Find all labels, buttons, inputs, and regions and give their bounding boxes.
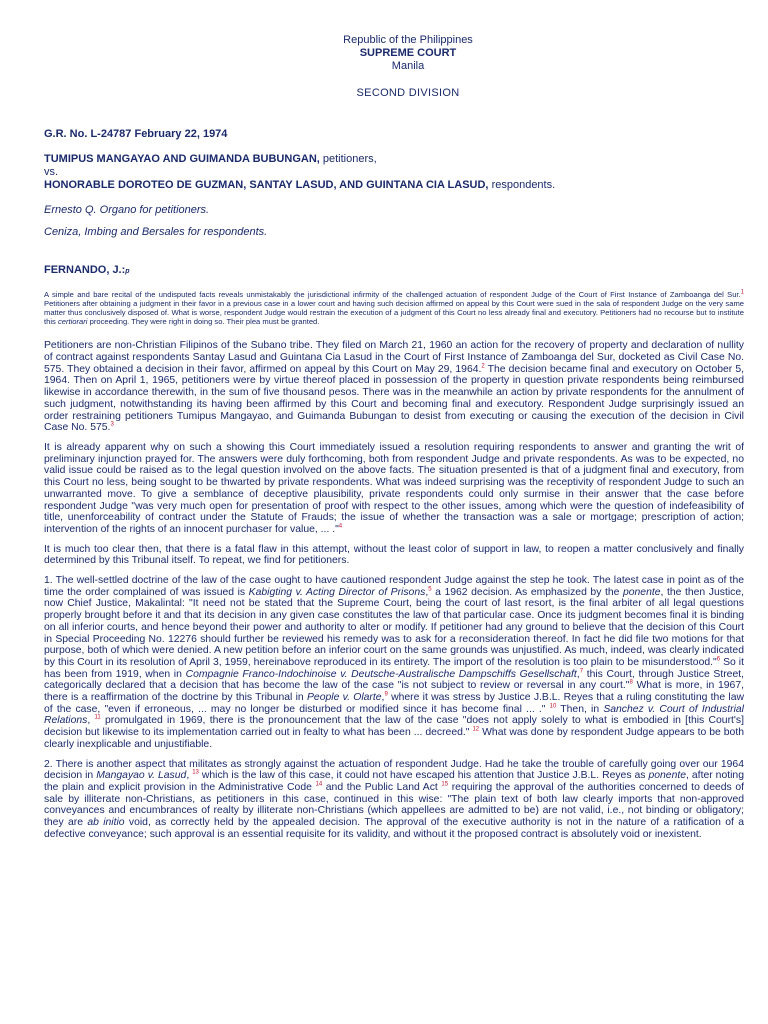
paragraph-text: promulgated in 1969, there is the pronouncement that the law of the case "does not apply solely to what is embodied in [this Court's] decision but likewise to its implementation carried out in fealty to what has been ... decreed." [44, 715, 744, 739]
footnote-ref[interactable]: 13 [192, 769, 199, 776]
footnote-ref[interactable]: 6 [716, 656, 721, 663]
case-number: G.R. No. L-24787 February 22, 1974 [44, 128, 228, 140]
paragraph-text: where it was stress by Justice J.B.L. Reyes that a ruling constituting the law of the case, "even if erroneous, ... may no longer be disturbed or modified since it has become final ... ." [44, 692, 744, 715]
paragraph-text: which is the law of this case, it could not have escaped his attention that Justice J.B.L. Reyes as [198, 770, 649, 782]
summary-paragraph [44, 290, 744, 326]
ponente [44, 264, 744, 276]
footnote-ref[interactable]: 1 [740, 289, 744, 296]
paragraph-text: , after noting the plain and explicit provision in the Administrative Code [44, 770, 744, 793]
footnote-ref[interactable]: 5 [428, 586, 432, 593]
paragraph-text: void, as correctly held by the appealed decision. The approval of the executive authority is not in the nature of a ratification of a defective conveyance; such approval is an essential requisite for its validity, and without it the proposed contract is absolutely void or inexistent. [44, 817, 744, 840]
paragraph-text: a 1962 decision. As emphasized by the [431, 586, 623, 598]
paragraph-text: So it has been from 1919, when in [44, 656, 744, 680]
versus: vs. [44, 166, 59, 178]
footnote-ref[interactable]: 9 [384, 691, 388, 698]
paragraph-law-of-case: 1. The well-settled doctrine of the law of the case ought to have cautioned respondent Judge against the step he took. The latest case in point as of the time the order complained of was issued is Kabigting v. Acting Director of Prisons,$^5$ a 1962 decision. As emphasized by the ponente, the then Justice, now Chief Justice, Makalintal: "It need not be stated that the Supreme Court, being the court of last resort, is the final arbiter of all legal questions properly brought before it and that its decision in any given case constitutes the law of that particular case. Once its judgment becomes final it is binding on all inferior courts, and hence beyond their power and authority to alter or modify. If petitioner had any ground to believe that the decision of this Court in Special Proceeding No. 12276 should further be reviewed his remedy was to ask for a reconsideration thereof. In fact he did file two motions for that purpose, both of which were denied. A new petition before an inferior court on the same grounds was unjustified. As much, indeed, was clearly indicated by this Court in its resolution of April 3, 1959, hereinabove reproduced in its entirety. The import of the resolution is too plain to be misunderstood."$^6$ So it has been from 1919, when in Compagnie Franco-Indochinoise v. Deutsche-Australische Dampschiffs Gesellschaft,$^7$ this Court, through Justice Street, categorically declared that a decision that has become the law of the case "is not subject to review or reversal in any court."$^8$ What is more, in 1967, there is a reaffirmation of the doctrine by this Tribunal in People v. Olarte,$^9$ where it was stress by Justice J.B.L. Reyes that a ruling constituting the law of the case, "even if erroneous, ... may no longer be disturbed or modified since it has become final ... ." $^{10}$ Then, in Sanchez v. Court of Industrial Relations, $^{11}$ promulgated in 1969, there is the pronouncement that the law of the case "does not apply solely to what is embodied in [this Court's] decision but likewise to its implementation carried out in fealty to what has been ... decreed." $^{12}$ What was done by respondent Judge appears to be both clearly inexplicable and unjustifiable. [44, 575, 745, 750]
paragraph-text: 2. There is another aspect that militates as strongly against the actuation of respondent Judge. Had he take the trouble of carefully going over our 1964 decision in [44, 758, 744, 782]
paragraph-italic: ponente [648, 770, 687, 782]
court-header [72, 34, 744, 100]
ponente-suffix: p [125, 268, 130, 275]
court-name: SUPREME COURT [359, 47, 457, 59]
city-line: Manila [391, 60, 425, 72]
respondents-label: respondents. [491, 179, 556, 191]
paragraph-text: What was done by respondent Judge appears to be both clearly inexplicable and unjustifiable. [44, 727, 744, 750]
republic-line: Republic of the Philippines [343, 34, 473, 46]
paragraph-italic: ab initio [87, 817, 125, 829]
paragraph-injunction [44, 442, 744, 536]
counsel-respondents: Ceniza, Imbing and Bersales for respondents. [44, 226, 268, 238]
petitioners-line [44, 153, 744, 166]
summary-text: A simple and bare recital of the undisputed facts reveals unmistakably the jurisdictional infirmity of the challenged actuation of respondent Judge of the Court of First Instance of Zamboanga del Sur. [44, 290, 741, 299]
paragraph-text: requiring the approval of the authorities concerned to deeds of sale by illiterate non-Christians, as petitioners in this case, continued in this wise: "The plain text of both law clearly imports that non-approved conveyances and encumbrances of realty by illiterate non-Christians (which appellees are admitted to be) are not valid, i.e., not binding or obligatory; they are [44, 781, 745, 829]
footnote-ref[interactable]: 15 [441, 781, 449, 788]
paragraph-text: Then, in [556, 703, 604, 715]
petitioners-label: petitioners, [322, 153, 377, 165]
ponente-name: FERNANDO, J.: [44, 264, 126, 276]
summary-text: proceeding. They were right in doing so. Their plea must be granted. [87, 317, 320, 327]
paragraph-fatal-flaw: It is much too clear then, that there is a fatal flaw in this attempt, without the least color of support in law, to reopen a matter conclusively and finally determined by this Tribunal itself. To repeat, we find for petitioners. [44, 543, 744, 567]
footnote-ref[interactable]: 11 [94, 715, 101, 721]
footnote-ref[interactable]: 2 [481, 363, 485, 370]
paragraph-administrative-code: 2. There is another aspect that militates as strongly against the actuation of respondent Judge. Had he take the trouble of carefully going over our 1964 decision in Mangayao v. Lasud, $^{13}$ which is the law of this case, it could not have escaped his attention that Justice J.B.L. Reyes as ponente, after noting the plain and explicit provision in the Administrative Code $^{14}$ and the Public Land Act $^{15}$ requiring the approval of the authorities concerned to deeds of sale by illiterate non-Christians, as petitioners in this case, continued in this wise: "The plain text of both law clearly imports that non-approved conveyances and encumbrances of realty by illiterate non-Christians (which appellees are admitted to be) are not valid, i.e., not binding or obligatory; they are ab initio void, as correctly held by the appealed decision. The approval of the executive authority is not in the nature of a ratification of a defective conveyance; such approval is an essential requisite for its validity, and without it the proposed contract is absolutely void or inexistent. [44, 758, 745, 840]
paragraph-text: , the then Justice, now Chief Justice, Makalintal: "It need not be stated that the Supreme Court, being the court of last resort, is the final arbiter of all legal questions properly brought before it and that its decision in any given case constitutes the law of that particular case. Once its judgment becomes final it is binding on all inferior courts, and hence beyond their power and authority to alter or modify. If petitioner had any ground to believe that the decision of this Court in Special Proceeding No. 12276 should further be reviewed his remedy was to ask for a reconsideration thereof. In fact he did file two motions for that purpose, both of which were denied. A new petition before an inferior court on the same grounds was unjustified. As much, indeed, was clearly indicated by this Court in its resolution of April 3, 1959, hereinabove reproduced in its entirety. The import of the resolution is too plain to be misunderstood." [44, 586, 745, 668]
footnote-ref[interactable]: 4 [338, 523, 343, 530]
footnote-ref[interactable]: 10 [549, 703, 557, 710]
paragraph-text: 1. The well-settled doctrine of the law of the case ought to have cautioned respondent Judge against the step he took. The latest case in point as of the time the order complained of was issued is [44, 575, 744, 598]
paragraph-text: It is already apparent why on such a showing this Court immediately issued a resolution requiring respondents to answer and granting the writ of preliminary injunction prayed for. The answers were duly forthcoming, both from respondent Judge and private respondents. As was to be expected, no valid issue could be raised as to the legal question involved on the above facts. The situation presented is that of a judgment final and executory, from this Court no less, being sought to be thwarted by private respondents. What was indeed surprising was the receptivity of respondent Judge to such an unwarranted move. To give a semblance of deceptive plausibility, private respondents could only surmise in their answer that the case before respondent Judge "was very much open for presentation of proof with respect to the other issues, among which were the question of indefeasibility of title, unenforceability of contract under the Statute of Frauds; the issue of whether the transaction was a sale or mortgage; prescription of action; intervention of the rights of an innocent purchaser for value, ... ." [44, 442, 744, 535]
paragraph-text: and the Public Land Act [322, 781, 438, 793]
footnote-ref[interactable]: 8 [629, 679, 633, 686]
paragraph-italic: ponente [622, 586, 661, 598]
paragraph-text: this Court, through Justice Street, categorically declared that a decision that has become the law of the case "is not subject to review or reversal in any court." [44, 668, 745, 692]
case-citation: Compagnie Franco-Indochinoise v. Deutsche-Australische Dampschiffs Gesellschaft [185, 668, 577, 680]
paragraph-text: Petitioners are non-Christian Filipinos of the Subano tribe. They filed on March 21, 1960 an action for the recovery of property and declaration of nullity of contract against respondents Santay Lasud and Guintana Cia Lasud in the Court of First Instance of Zamboanga del Sur, docketed as Civil Case No. 575. They obtained a decision in their favor, affirmed on appeal by this Court on May 29, 1964. [44, 340, 744, 375]
footnote-ref[interactable]: 14 [315, 781, 323, 788]
paragraph-text: What is more, in 1967, there is a reaffirmation of the doctrine by this Tribunal in [44, 680, 744, 704]
petitioners-names: TUMIPUS MANGAYAO AND GUIMANDA BUBUNGAN, [44, 153, 320, 165]
respondents-line [44, 179, 744, 192]
case-citation: Sanchez v. Court of Industrial Relations [44, 703, 744, 727]
paragraph-text: The decision became final and executory on October 5, 1964. Then on April 1, 1965, petitioners were by virtue thereof placed in possession of the property in question private respondents being reimbursed likewise in accordance therewith, in the sum of five thousand pesos. There was in the meanwhile an action by private respondents for the annulment of such judgment, notwithstanding its having been affirmed by this Court and becoming final and executory. Respondent Judge surprisingly issued an order restraining petitioners Tumipus Mangayao, and Guimanda Bubungan to desist from executing or causing the execution of the decision in Civil Case No. 575. [44, 363, 744, 434]
counsel-petitioners: Ernesto Q. Organo for petitioners. [44, 204, 210, 216]
footnote-ref[interactable]: 7 [579, 668, 584, 675]
paragraph-facts [44, 340, 744, 434]
division-line: SECOND DIVISION [356, 87, 460, 99]
case-parties [44, 153, 744, 192]
case-citation: Kabigting v. Acting Director of Prisons [248, 586, 426, 598]
footnote-ref[interactable]: 3 [110, 421, 114, 428]
case-citation: Mangayao v. Lasud [96, 770, 187, 782]
case-citation: People v. Olarte [307, 692, 382, 704]
respondents-names: HONORABLE DOROTEO DE GUZMAN, SANTAY LASUD, AND GUINTANA CIA LASUD, [44, 179, 489, 191]
summary-italic: certiorari [57, 317, 88, 327]
summary-text: Petitioners after obtaining a judgment in their favor in a previous case in a lower court and having such decision affirmed on appeal by this Court were sued in the sala of respondent Judge on the very same matter thus conclusively disposed of. What is worse, respondent Judge would restrain the execution of a judgment of this Court no less already final and executory. Petitioners had no recourse but to institute this [44, 299, 744, 327]
footnote-ref[interactable]: 12 [472, 726, 480, 733]
